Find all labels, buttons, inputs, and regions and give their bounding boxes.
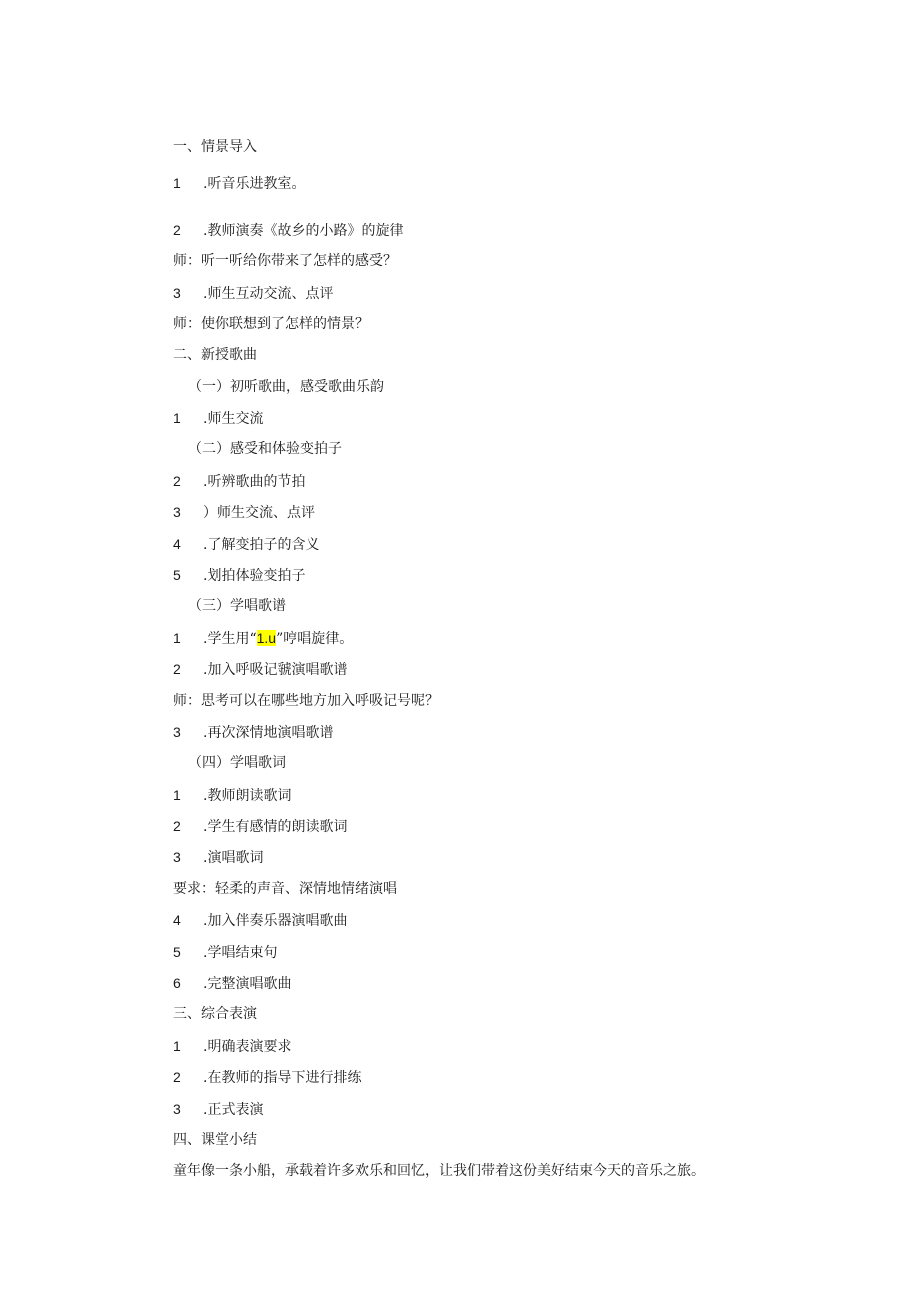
teacher-line: 师：使你联想到了怎样的情景？ — [173, 316, 369, 332]
list-item: 3 .演唱歌词 — [173, 849, 264, 866]
list-item: 2 .在教师的指导下进行排练 — [173, 1069, 362, 1086]
list-item: 3 ）师生交流、点评 — [173, 504, 315, 521]
section-heading-1: 一、情景导入 — [173, 139, 257, 155]
list-item: 3 .再次深情地演唱歌谱 — [173, 724, 334, 741]
section-heading-4: 四、课堂小结 — [173, 1132, 257, 1148]
summary-paragraph: 童年像一条小船，承载着许多欢乐和回忆，让我们带着这份美好结束今天的音乐之旅。 — [173, 1163, 705, 1179]
list-item: 6 .完整演唱歌曲 — [173, 975, 292, 992]
requirement-line: 要求：轻柔的声音、深情地情绪演唱 — [173, 881, 397, 897]
section-heading-3: 三、综合表演 — [173, 1006, 257, 1022]
section-heading-2: 二、新授歌曲 — [173, 347, 257, 363]
list-item: 4 .加入伴奏乐器演唱歌曲 — [173, 912, 348, 929]
list-item: 2 .学生有感情的朗读歌词 — [173, 818, 348, 835]
teacher-line: 师：听一听给你带来了怎样的感受？ — [173, 253, 397, 269]
subsection-heading: （一）初听歌曲，感受歌曲乐韵 — [188, 379, 384, 395]
list-item: 3 .正式表演 — [173, 1101, 264, 1118]
list-item: 1 .学生用“1.u”哼唱旋律。 — [173, 630, 354, 647]
subsection-heading: （二）感受和体验变拍子 — [188, 441, 342, 457]
list-item: 1 .听音乐进教室。 — [173, 175, 306, 192]
list-item: 5 .学唱结束句 — [173, 944, 278, 961]
list-item: 3 .师生互动交流、点评 — [173, 285, 334, 302]
subsection-heading: （三）学唱歌谱 — [188, 598, 286, 614]
list-item: 1 .教师朗读歌词 — [173, 787, 292, 804]
subsection-heading: （四）学唱歌词 — [188, 755, 286, 771]
teacher-line: 师：思考可以在哪些地方加入呼吸记号呢？ — [173, 693, 439, 709]
list-item: 1 .明确表演要求 — [173, 1038, 292, 1055]
highlighted-text: 1.u — [256, 630, 277, 646]
list-item: 5 .划拍体验变拍子 — [173, 567, 306, 584]
list-item: 2 .加入呼吸记虢演唱歌谱 — [173, 661, 348, 678]
list-item: 4 .了解变拍子的含义 — [173, 536, 320, 553]
list-item: 2 .听辨歌曲的节拍 — [173, 473, 306, 490]
list-item: 1 .师生交流 — [173, 410, 264, 427]
list-item: 2 .教师演奏《故乡的小路》的旋律 — [173, 222, 404, 239]
